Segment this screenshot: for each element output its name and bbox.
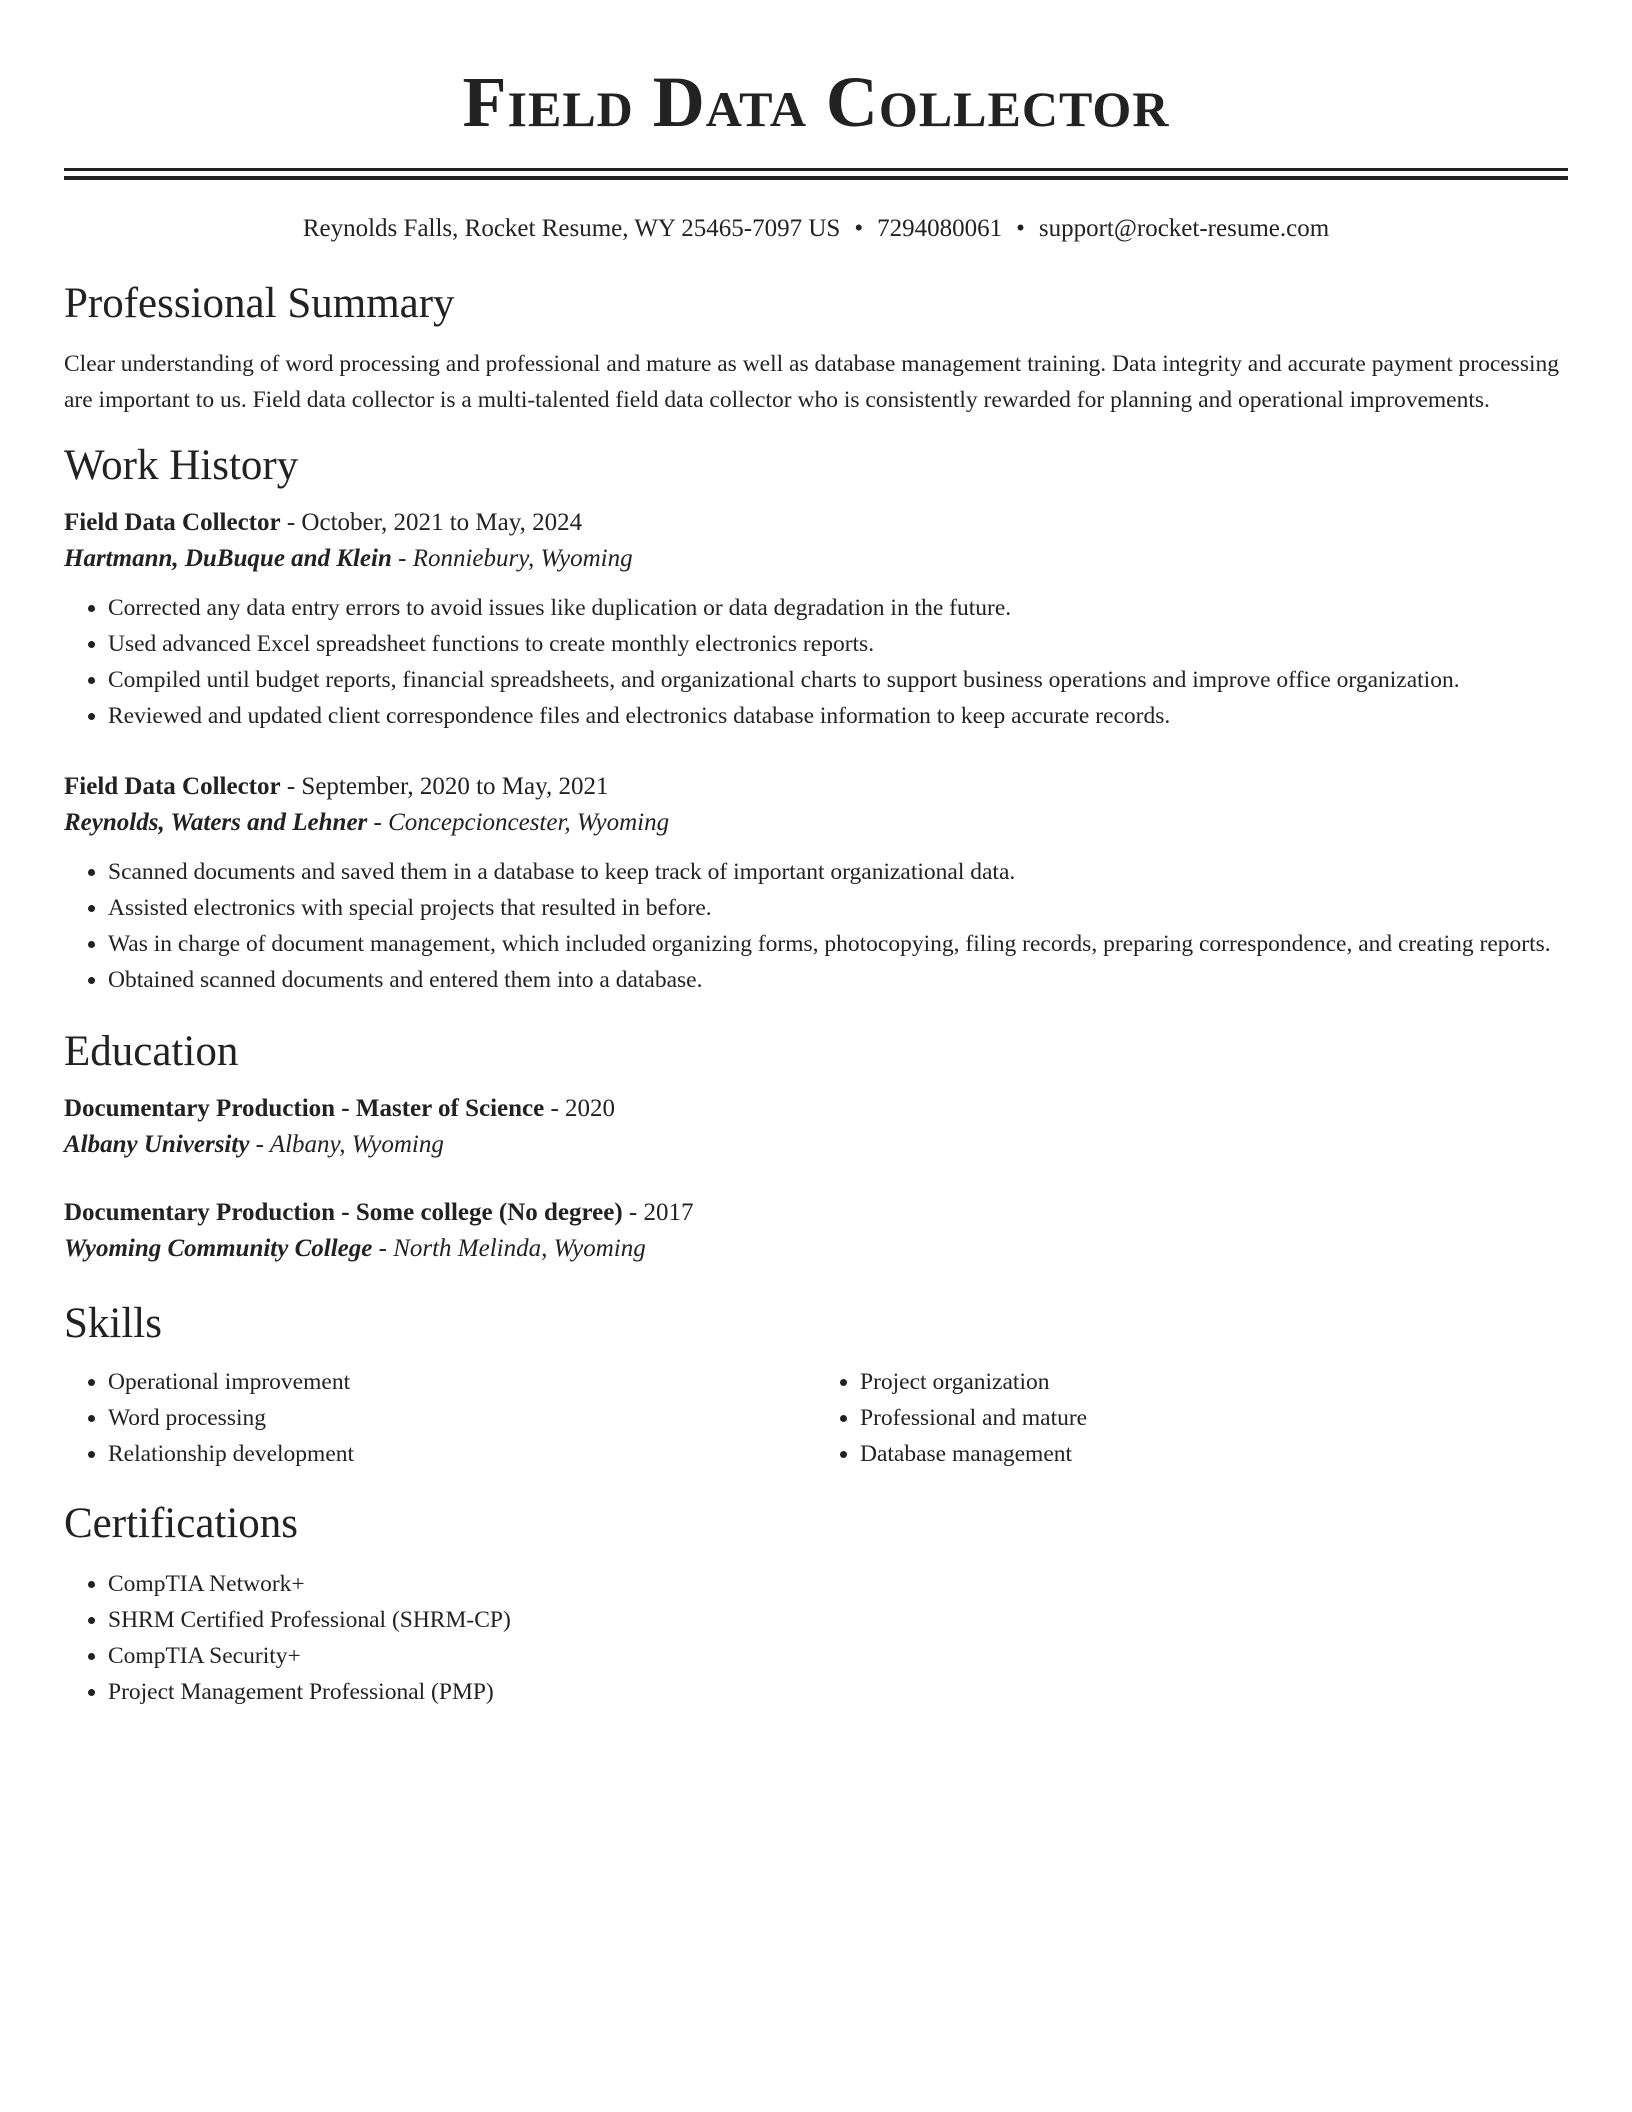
summary-text: Clear understanding of word processing and professional and mature as well as database management training. Data integrity and accurate payment processing are important to us. Field data collector is a multi-talented field data collector who is consistently rewarded for planning and operational improvements. (64, 351, 1560, 413)
skills-heading: Skills (64, 1300, 162, 1347)
job-company: Hartmann, DuBuque and Klein (64, 545, 392, 572)
job-role: Field Data Collector (64, 773, 281, 800)
skills-grid (64, 1364, 1568, 1472)
resume-name: Field Data Collector (462, 62, 1170, 142)
education-location: - Albany, Wyoming (249, 1131, 444, 1158)
contact-separator: • (854, 215, 864, 242)
education-degree-line (64, 1092, 1568, 1126)
list-item: • Scanned documents and saved them in a database to keep track of important organizational data. (108, 854, 1568, 890)
list-item: • Corrected any data entry errors to avoid issues like duplication or data degradation in the future. (108, 590, 1568, 626)
education-school-line (64, 1126, 1568, 1164)
education-location: - North Melinda, Wyoming (372, 1235, 646, 1262)
skill-item: • Relationship development (108, 1436, 816, 1472)
job-dates: - September, 2020 to May, 2021 (280, 773, 609, 800)
job-dates: - October, 2021 to May, 2024 (280, 509, 583, 536)
skills-column-right (816, 1364, 1568, 1472)
header-double-rule (64, 168, 1568, 180)
education-degree: Documentary Production - Master of Science (64, 1095, 545, 1122)
certification-item: • CompTIA Security+ (108, 1638, 1568, 1674)
job-location: - Concepcioncester, Wyoming (367, 809, 670, 836)
list-item: • Compiled until budget reports, financial spreadsheets, and organizational charts to support business operations and improve office organization. (108, 662, 1568, 698)
education-year: - 2017 (622, 1199, 694, 1226)
skill-item: • Operational improvement (108, 1364, 816, 1400)
job-location: - Ronniebury, Wyoming (391, 545, 633, 572)
job-company: Reynolds, Waters and Lehner (64, 809, 368, 836)
education-degree-line (64, 1196, 1568, 1230)
list-item: • Was in charge of document management, which included organizing forms, photocopying, filing records, preparing correspondence, and creating reports. (108, 926, 1568, 962)
skill-item: • Professional and mature (860, 1400, 1568, 1436)
job-role: Field Data Collector (64, 509, 281, 536)
job-title-line (64, 506, 1568, 540)
contact-email: support@rocket-resume.com (1038, 215, 1330, 242)
job-entry (64, 770, 1568, 998)
certifications-heading: Certifications (64, 1500, 299, 1547)
skill-item: • Word processing (108, 1400, 816, 1436)
list-item: • Obtained scanned documents and entered them into a database. (108, 962, 1568, 998)
certification-item: • Project Management Professional (PMP) (108, 1674, 1568, 1710)
education-school: Wyoming Community College (64, 1235, 373, 1262)
education-heading: Education (64, 1028, 239, 1075)
job-company-line (64, 804, 1568, 842)
summary-heading: Professional Summary (64, 280, 455, 327)
work-history-heading: Work History (64, 442, 299, 489)
skill-item: • Project organization (860, 1364, 1568, 1400)
certification-item: • SHRM Certified Professional (SHRM-CP) (108, 1602, 1568, 1638)
job-entry (64, 506, 1568, 734)
list-item: • Reviewed and updated client correspondence files and electronics database information to keep accurate records. (108, 698, 1568, 734)
education-school: Albany University (64, 1131, 250, 1158)
certifications-list (64, 1566, 1568, 1710)
job-bullets (64, 590, 1568, 734)
skill-item: • Database management (860, 1436, 1568, 1472)
list-item: • Used advanced Excel spreadsheet functions to create monthly electronics reports. (108, 626, 1568, 662)
certification-item: • CompTIA Network+ (108, 1566, 1568, 1602)
education-entry (64, 1196, 1568, 1268)
contact-separator: • (1016, 215, 1025, 242)
education-degree: Documentary Production - Some college (No degree) (64, 1199, 623, 1226)
contact-line (64, 212, 1568, 246)
education-year: - 2020 (544, 1095, 616, 1122)
job-bullets (64, 854, 1568, 998)
job-company-line (64, 540, 1568, 578)
contact-address: Reynolds Falls, Rocket Resume, WY 25465-7097 US (302, 215, 841, 242)
education-entry (64, 1092, 1568, 1164)
list-item: • Assisted electronics with special projects that resulted in before. (108, 890, 1568, 926)
job-title-line (64, 770, 1568, 804)
contact-phone: 7294080061 (877, 215, 1003, 242)
skills-column-left (64, 1364, 816, 1472)
education-school-line (64, 1230, 1568, 1268)
